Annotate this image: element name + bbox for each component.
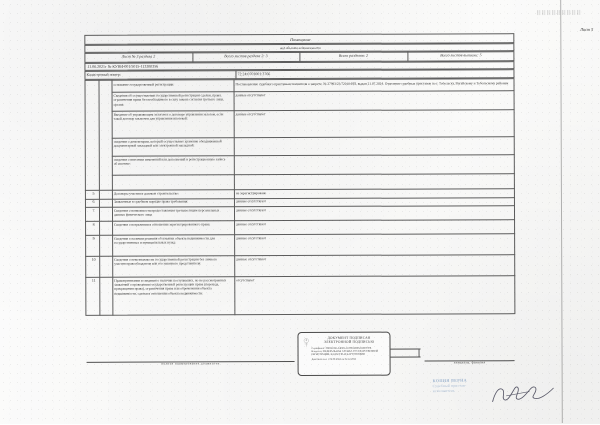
table-row: Сведения о возможности предоставления третьим лицам персональных данных физического лица bbox=[113, 207, 220, 217]
table-row-value: данные отсутствуют bbox=[235, 112, 266, 117]
table-row-value: Постановление судебного пристава-исполнителя о запрете, № 27993/23/72010-ИП, выдан 21.07.2024. Отделение судебных приставов по г. Тобольску, Вагайскому и Тобольскому районам bbox=[235, 80, 509, 86]
row-number-10: 10 bbox=[91, 257, 96, 262]
esign-connector-tick bbox=[419, 349, 420, 357]
table-row-value: данные отсутствуют bbox=[236, 221, 266, 226]
table-row: Сведения о наличии решения об изъятии объекта недвижимости для государственных и муниципальных нужд: bbox=[114, 235, 215, 245]
scan-crease-line bbox=[560, 0, 563, 423]
table-row-value: данные отсутствуют bbox=[236, 256, 267, 261]
table-row: Сведения о возражении в отношении зарегистрированного права: bbox=[114, 221, 211, 227]
table-row-value: отсутствуют bbox=[236, 277, 255, 282]
table-row: основание государственной регистрации: bbox=[113, 81, 175, 87]
table-row-value: данные отсутствуют bbox=[235, 93, 266, 98]
table-row-value: данные отсутствуют bbox=[235, 207, 266, 212]
document-number: 11.06.2021г № КУВИ-001/5015-113200356 bbox=[87, 64, 159, 69]
total-sheets-section: Всего листов раздела 2: 3 bbox=[224, 54, 268, 59]
row-number-5: 5 bbox=[92, 191, 95, 196]
cadastral-number-label: Кадастровый номер: bbox=[86, 72, 121, 77]
table-row: Сведения об осуществлении государственной регистрации сделки, права, ограничения права без необходимого в силу закона согласия третьего лица, органа: bbox=[113, 93, 224, 107]
esign-certificate: Сертификат: 00F8310E1A4DD1A100B12B66A1BE07FB bbox=[311, 346, 372, 350]
esign-title-line2: ЭЛЕКТРОННОЙ ПОДПИСЬЮ bbox=[323, 339, 375, 345]
coat-of-arms-icon bbox=[302, 337, 310, 346]
esign-validity: Действителен: с 02.09.2024 по 02.12.2025 bbox=[311, 358, 357, 362]
row-number-9: 9 bbox=[92, 236, 95, 241]
table-row: Договоры участия в долевом строительстве: bbox=[113, 190, 179, 196]
table-row-value: данные отсутствуют bbox=[236, 235, 266, 240]
table-row: Заявленные в судебном порядке права требования: bbox=[113, 199, 189, 204]
table-row: Правопритязания и сведения о наличии поступивших, но не рассмотренных заявлений о проведении государственной регистрации права (перехода, прекращения права), ограничения права или обременения объекта недвижимости, сделки в отношении объекта недвижимости: bbox=[114, 277, 227, 296]
position-label: полное наименование должности bbox=[161, 361, 220, 366]
object-type-subtitle: вид объекта недвижимости bbox=[280, 46, 321, 51]
table-row: сведения о депозитарии, который осуществляет хранение обездвиженной документарной закладной или электронной закладной: bbox=[113, 139, 222, 149]
table-row: сведения о внесении изменений или дополнений в регистрационную запись об ипотеке: bbox=[113, 157, 226, 167]
esign-owner: Владелец: ФЕДЕРАЛЬНАЯ СЛУЖБА ГОСУДАРСТВЕННОЙ bbox=[311, 349, 379, 354]
esign-title-line1: ДОКУМЕНТ ПОДПИСАН bbox=[327, 335, 371, 340]
name-label: инициалы, фамилия bbox=[453, 360, 486, 365]
table-row: Введение об управляющем залогом и о договоре управления залогом, если такой договор заключен для управления ипотекой: bbox=[113, 112, 224, 122]
esign-connector-bottom bbox=[391, 357, 421, 358]
esign-owner-cont: РЕГИСТРАЦИИ, КАДАСТРА И КАРТОГРАФИИ bbox=[311, 353, 365, 357]
electronic-signature-stamp bbox=[297, 332, 390, 376]
total-sections: Всего разделов: 2 bbox=[338, 53, 368, 59]
table-row-value: не зарегистрировано bbox=[235, 190, 267, 195]
row-number-8: 8 bbox=[92, 222, 95, 227]
row-number-7: 7 bbox=[92, 208, 95, 213]
copy-stamp-line1: КОПИЯ ВЕРНА bbox=[432, 377, 467, 384]
table-row: Сведения о невозможности государственной регистрации без личного участия правообладателя или его законного представителя: bbox=[114, 256, 218, 266]
sheet-of-section: Лист № 3 раздела 2 bbox=[121, 54, 156, 59]
object-type-title: Помещение bbox=[290, 36, 311, 42]
esign-connector-top bbox=[391, 349, 421, 350]
handwritten-signature bbox=[489, 378, 557, 406]
table-row-value: данные отсутствуют bbox=[235, 199, 266, 204]
copy-stamp-line3: исполнитель bbox=[432, 388, 455, 394]
cadastral-number-value: 72:24:0701001:3766 bbox=[237, 72, 271, 77]
sheet-number: Лист 5 bbox=[579, 26, 594, 32]
cadastral-divider bbox=[235, 70, 236, 79]
row-number-6: 6 bbox=[92, 199, 95, 204]
row-number-11: 11 bbox=[91, 278, 96, 283]
copy-stamp-line2: Судебный пристав- bbox=[432, 383, 467, 389]
total-sheets-extract: Всего листов выписки: 5 bbox=[440, 53, 482, 58]
